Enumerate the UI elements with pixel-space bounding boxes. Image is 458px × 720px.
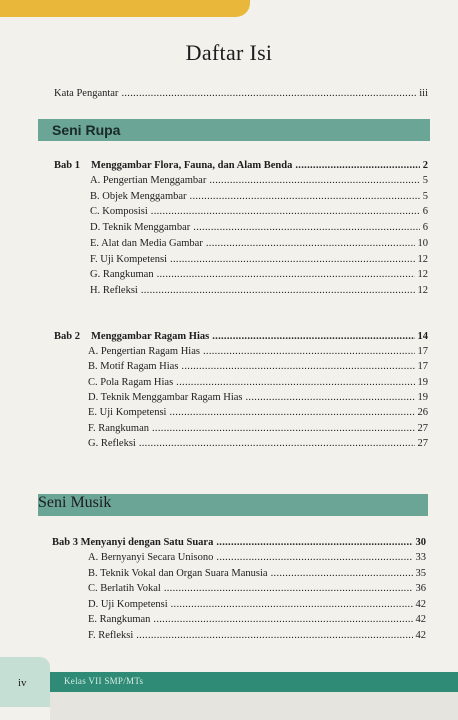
- toc-subentry-label: A. Pengertian Menggambar: [90, 175, 207, 186]
- toc-subentry-page: 33: [415, 552, 426, 563]
- toc-chapter-bab-2[interactable]: [54, 330, 428, 343]
- leader-dots: [203, 345, 415, 358]
- toc-subentry-page: 17: [417, 361, 428, 373]
- leader-dots: [169, 406, 414, 419]
- leader-dots: [206, 237, 415, 250]
- leader-dots: [136, 629, 412, 642]
- toc-subentry-page: 12: [417, 284, 428, 296]
- top-decoration-tab: [0, 0, 250, 17]
- toc-subentry[interactable]: [88, 360, 428, 373]
- footer-book-title: Kelas VII SMP/MTs: [64, 676, 144, 686]
- section-title: Seni Musik: [38, 494, 112, 511]
- toc-subentry[interactable]: [90, 268, 428, 281]
- chapter-title: Menggambar Ragam Hias: [91, 331, 210, 342]
- toc-subentry-label: C. Pola Ragam Hias: [88, 376, 174, 388]
- toc-subentry-page: 42: [415, 598, 426, 610]
- toc-subentry-page: 35: [415, 567, 426, 579]
- chapter-page: 14: [417, 331, 428, 342]
- toc-subentry-page: 26: [417, 407, 428, 419]
- chapter-title: Menggambar Flora, Fauna, dan Alam Benda: [91, 160, 293, 171]
- toc-subentry[interactable]: [88, 406, 428, 419]
- toc-subentry-label: D. Uji Kompetensi: [88, 598, 168, 610]
- leader-dots: [193, 221, 419, 234]
- toc-subentry[interactable]: [88, 345, 428, 358]
- leader-dots: [190, 190, 420, 203]
- toc-subentry[interactable]: [88, 551, 426, 564]
- toc-subentry-label: H. Refleksi: [90, 284, 138, 296]
- toc-subentry-page: 12: [417, 253, 428, 265]
- leader-dots: [153, 613, 412, 626]
- leader-dots: [164, 582, 413, 595]
- toc-subentry[interactable]: [88, 582, 426, 595]
- leader-dots: [271, 567, 413, 580]
- toc-entry-label: Kata Pengantar: [54, 88, 119, 99]
- leader-dots: [181, 360, 414, 373]
- leader-dots: [157, 268, 415, 281]
- leader-dots: [121, 87, 416, 100]
- toc-subentry[interactable]: [88, 613, 426, 626]
- leader-dots: [139, 437, 415, 450]
- chapter-page: 2: [422, 160, 428, 171]
- section-header-seni-musik: [38, 494, 428, 516]
- page-number: iv: [18, 677, 27, 689]
- toc-subentry[interactable]: [90, 284, 428, 297]
- leader-dots: [216, 536, 412, 549]
- toc-subentry-label: E. Alat dan Media Gambar: [90, 237, 203, 249]
- leader-dots: [295, 159, 419, 172]
- toc-subentry-page: 10: [417, 237, 428, 249]
- toc-subentry-label: A. Bernyanyi Secara Unisono: [88, 552, 214, 563]
- leader-dots: [171, 598, 413, 611]
- toc-subentry-label: F. Rangkuman: [88, 422, 149, 434]
- chapter-number: Bab 1: [54, 160, 80, 171]
- toc-entry-page: iii: [419, 88, 428, 99]
- toc-subentry[interactable]: [88, 376, 428, 389]
- toc-entry-kata-pengantar[interactable]: [54, 87, 428, 100]
- bottom-page-edge: [50, 692, 458, 720]
- section-title: Seni Rupa: [52, 122, 121, 138]
- toc-subentry-page: 6: [422, 206, 428, 218]
- toc-subentry-label: B. Teknik Vokal dan Organ Suara Manusia: [88, 567, 268, 579]
- toc-subentry[interactable]: [90, 221, 428, 234]
- toc-subentry[interactable]: [90, 174, 428, 187]
- toc-chapter-bab-3[interactable]: [52, 536, 426, 549]
- toc-subentry-label: B. Objek Menggambar: [90, 190, 187, 202]
- toc-subentry-label: D. Teknik Menggambar: [90, 222, 191, 234]
- toc-subentry-label: G. Rangkuman: [90, 269, 154, 281]
- page-title: Daftar Isi: [185, 40, 273, 65]
- toc-subentry-page: 27: [417, 437, 428, 449]
- leader-dots: [176, 376, 414, 389]
- toc-subentry[interactable]: [88, 437, 428, 450]
- toc-subentry[interactable]: [88, 598, 426, 611]
- leader-dots: [209, 174, 419, 187]
- section-header-seni-rupa: [38, 119, 430, 141]
- toc-subentry[interactable]: [88, 422, 428, 435]
- toc-subentry-label: B. Motif Ragam Hias: [88, 361, 179, 373]
- chapter-title: Bab 3 Menyanyi dengan Satu Suara: [52, 537, 214, 548]
- toc-subentry[interactable]: [88, 391, 428, 404]
- toc-subentry-page: 27: [417, 422, 428, 434]
- leader-dots: [216, 551, 412, 564]
- toc-subentry-label: F. Refleksi: [88, 629, 134, 641]
- toc-subentry[interactable]: [88, 567, 426, 580]
- chapter-number: Bab 2: [54, 331, 80, 342]
- toc-subentry[interactable]: [88, 629, 426, 642]
- toc-subentry-label: C. Komposisi: [90, 206, 148, 218]
- toc-subentry-page: 36: [415, 583, 426, 594]
- toc-subentry-label: G. Refleksi: [88, 437, 136, 449]
- toc-subentry-page: 5: [422, 190, 428, 202]
- toc-subentry-page: 42: [415, 629, 426, 641]
- toc-chapter-bab-1[interactable]: [54, 159, 428, 172]
- toc-subentry-page: 6: [422, 222, 428, 234]
- leader-dots: [151, 205, 420, 218]
- leader-dots: [170, 253, 414, 266]
- toc-subentry[interactable]: [90, 205, 428, 218]
- leader-dots: [152, 422, 415, 435]
- leader-dots: [246, 391, 415, 404]
- toc-subentry-label: A. Pengertian Ragam Hias: [88, 346, 200, 357]
- toc-subentry-label: C. Berlatih Vokal: [88, 583, 161, 594]
- toc-subentry-page: 17: [417, 346, 428, 357]
- chapter-page: 30: [415, 537, 426, 548]
- toc-subentry-label: E. Uji Kompetensi: [88, 407, 167, 419]
- toc-subentry-page: 5: [422, 175, 428, 186]
- toc-subentry[interactable]: [90, 190, 428, 203]
- toc-subentry[interactable]: [90, 253, 428, 266]
- toc-subentry-page: 12: [417, 269, 428, 281]
- toc-subentry-page: 19: [417, 391, 428, 403]
- toc-subentry-label: D. Teknik Menggambar Ragam Hias: [88, 391, 243, 403]
- toc-subentry-label: E. Rangkuman: [88, 614, 151, 625]
- toc-subentry-page: 42: [415, 614, 426, 625]
- toc-subentry[interactable]: [90, 237, 428, 250]
- toc-subentry-label: F. Uji Kompetensi: [90, 253, 168, 265]
- leader-dots: [141, 284, 415, 297]
- toc-subentry-page: 19: [417, 376, 428, 388]
- leader-dots: [212, 330, 414, 343]
